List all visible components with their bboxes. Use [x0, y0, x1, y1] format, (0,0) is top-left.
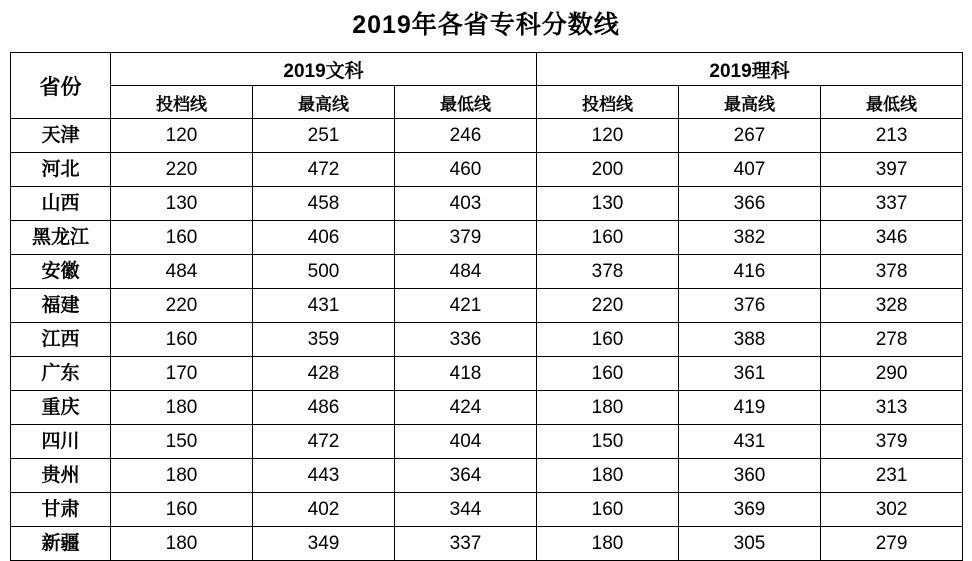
cell-arts-lowest-line: 418 — [395, 357, 537, 391]
cell-arts-highest-line: 443 — [253, 459, 395, 493]
cell-science-admission-line: 120 — [537, 119, 679, 153]
cell-science-lowest-line: 231 — [821, 459, 963, 493]
cell-science-admission-line: 150 — [537, 425, 679, 459]
table-body — [11, 119, 963, 561]
header-row-groups — [11, 53, 963, 86]
column-header-province: 省份 — [11, 53, 111, 119]
province-name: 新疆 — [11, 527, 111, 561]
header-row-subheaders — [11, 86, 963, 119]
cell-science-lowest-line: 397 — [821, 153, 963, 187]
cell-science-admission-line: 378 — [537, 255, 679, 289]
column-header-science-admission-line: 投档线 — [537, 86, 679, 119]
table-row — [11, 187, 963, 221]
cell-science-highest-line: 407 — [679, 153, 821, 187]
cell-arts-highest-line: 486 — [253, 391, 395, 425]
province-name: 广东 — [11, 357, 111, 391]
cell-science-highest-line: 431 — [679, 425, 821, 459]
cell-science-lowest-line: 313 — [821, 391, 963, 425]
page-title: 2019年各省专科分数线 — [352, 11, 620, 39]
cell-arts-admission-line: 160 — [111, 493, 253, 527]
table-row — [11, 425, 963, 459]
cell-arts-admission-line: 180 — [111, 391, 253, 425]
cell-arts-highest-line: 472 — [253, 153, 395, 187]
province-name: 天津 — [11, 119, 111, 153]
cell-science-admission-line: 160 — [537, 221, 679, 255]
column-header-arts-lowest-line: 最低线 — [395, 86, 537, 119]
column-group-header-liberal-arts: 2019文科 — [111, 53, 537, 86]
province-name: 甘肃 — [11, 493, 111, 527]
cell-arts-highest-line: 402 — [253, 493, 395, 527]
cell-science-admission-line: 180 — [537, 391, 679, 425]
cell-arts-admission-line: 220 — [111, 153, 253, 187]
cell-science-admission-line: 130 — [537, 187, 679, 221]
table-row — [11, 323, 963, 357]
cell-science-admission-line: 160 — [537, 323, 679, 357]
province-name: 四川 — [11, 425, 111, 459]
cell-arts-lowest-line: 404 — [395, 425, 537, 459]
cell-arts-lowest-line: 460 — [395, 153, 537, 187]
cell-science-lowest-line: 378 — [821, 255, 963, 289]
cell-science-admission-line: 200 — [537, 153, 679, 187]
column-header-arts-admission-line: 投档线 — [111, 86, 253, 119]
table-row — [11, 153, 963, 187]
province-name: 江西 — [11, 323, 111, 357]
cell-science-admission-line: 180 — [537, 527, 679, 561]
province-name: 黑龙江 — [11, 221, 111, 255]
cell-science-lowest-line: 278 — [821, 323, 963, 357]
column-group-header-science: 2019理科 — [537, 53, 963, 86]
cell-science-highest-line: 366 — [679, 187, 821, 221]
cell-arts-lowest-line: 344 — [395, 493, 537, 527]
cell-arts-lowest-line: 337 — [395, 527, 537, 561]
cell-arts-highest-line: 472 — [253, 425, 395, 459]
cell-science-lowest-line: 279 — [821, 527, 963, 561]
cell-science-admission-line: 220 — [537, 289, 679, 323]
cell-arts-admission-line: 170 — [111, 357, 253, 391]
table-row — [11, 119, 963, 153]
table-row — [11, 391, 963, 425]
cell-science-highest-line: 305 — [679, 527, 821, 561]
column-header-arts-highest-line: 最高线 — [253, 86, 395, 119]
cell-science-lowest-line: 290 — [821, 357, 963, 391]
province-name: 安徽 — [11, 255, 111, 289]
province-name: 贵州 — [11, 459, 111, 493]
cell-arts-admission-line: 160 — [111, 221, 253, 255]
table-row — [11, 221, 963, 255]
cell-arts-highest-line: 431 — [253, 289, 395, 323]
cell-science-highest-line: 369 — [679, 493, 821, 527]
cell-arts-lowest-line: 246 — [395, 119, 537, 153]
table-row — [11, 289, 963, 323]
cell-arts-highest-line: 359 — [253, 323, 395, 357]
cell-arts-admission-line: 160 — [111, 323, 253, 357]
cell-science-lowest-line: 346 — [821, 221, 963, 255]
cell-science-admission-line: 180 — [537, 459, 679, 493]
province-name: 重庆 — [11, 391, 111, 425]
cell-science-admission-line: 160 — [537, 357, 679, 391]
table-row — [11, 255, 963, 289]
cell-science-highest-line: 388 — [679, 323, 821, 357]
cell-arts-lowest-line: 379 — [395, 221, 537, 255]
cell-arts-lowest-line: 421 — [395, 289, 537, 323]
column-header-science-lowest-line: 最低线 — [821, 86, 963, 119]
cell-arts-admission-line: 220 — [111, 289, 253, 323]
cell-arts-admission-line: 120 — [111, 119, 253, 153]
cell-arts-highest-line: 349 — [253, 527, 395, 561]
table-row — [11, 357, 963, 391]
cell-arts-highest-line: 251 — [253, 119, 395, 153]
cell-arts-lowest-line: 424 — [395, 391, 537, 425]
cell-arts-lowest-line: 364 — [395, 459, 537, 493]
province-name: 河北 — [11, 153, 111, 187]
cell-science-highest-line: 419 — [679, 391, 821, 425]
cell-arts-admission-line: 150 — [111, 425, 253, 459]
table-row — [11, 459, 963, 493]
cell-science-highest-line: 382 — [679, 221, 821, 255]
cell-science-admission-line: 160 — [537, 493, 679, 527]
cell-arts-lowest-line: 336 — [395, 323, 537, 357]
province-name: 福建 — [11, 289, 111, 323]
cell-arts-admission-line: 180 — [111, 459, 253, 493]
cell-science-highest-line: 376 — [679, 289, 821, 323]
cell-arts-lowest-line: 403 — [395, 187, 537, 221]
cell-science-lowest-line: 302 — [821, 493, 963, 527]
cell-science-lowest-line: 337 — [821, 187, 963, 221]
cell-science-highest-line: 360 — [679, 459, 821, 493]
cell-science-highest-line: 361 — [679, 357, 821, 391]
cell-arts-admission-line: 484 — [111, 255, 253, 289]
cell-arts-admission-line: 180 — [111, 527, 253, 561]
table-row — [11, 527, 963, 561]
province-name: 山西 — [11, 187, 111, 221]
cell-arts-highest-line: 406 — [253, 221, 395, 255]
table-row — [11, 493, 963, 527]
cell-science-lowest-line: 379 — [821, 425, 963, 459]
cell-science-lowest-line: 213 — [821, 119, 963, 153]
cell-arts-lowest-line: 484 — [395, 255, 537, 289]
column-header-science-highest-line: 最高线 — [679, 86, 821, 119]
score-table — [10, 52, 963, 561]
cell-science-highest-line: 416 — [679, 255, 821, 289]
cell-science-lowest-line: 328 — [821, 289, 963, 323]
cell-arts-highest-line: 458 — [253, 187, 395, 221]
table-header — [11, 53, 963, 119]
cell-science-highest-line: 267 — [679, 119, 821, 153]
cell-arts-highest-line: 428 — [253, 357, 395, 391]
cell-arts-highest-line: 500 — [253, 255, 395, 289]
cell-arts-admission-line: 130 — [111, 187, 253, 221]
